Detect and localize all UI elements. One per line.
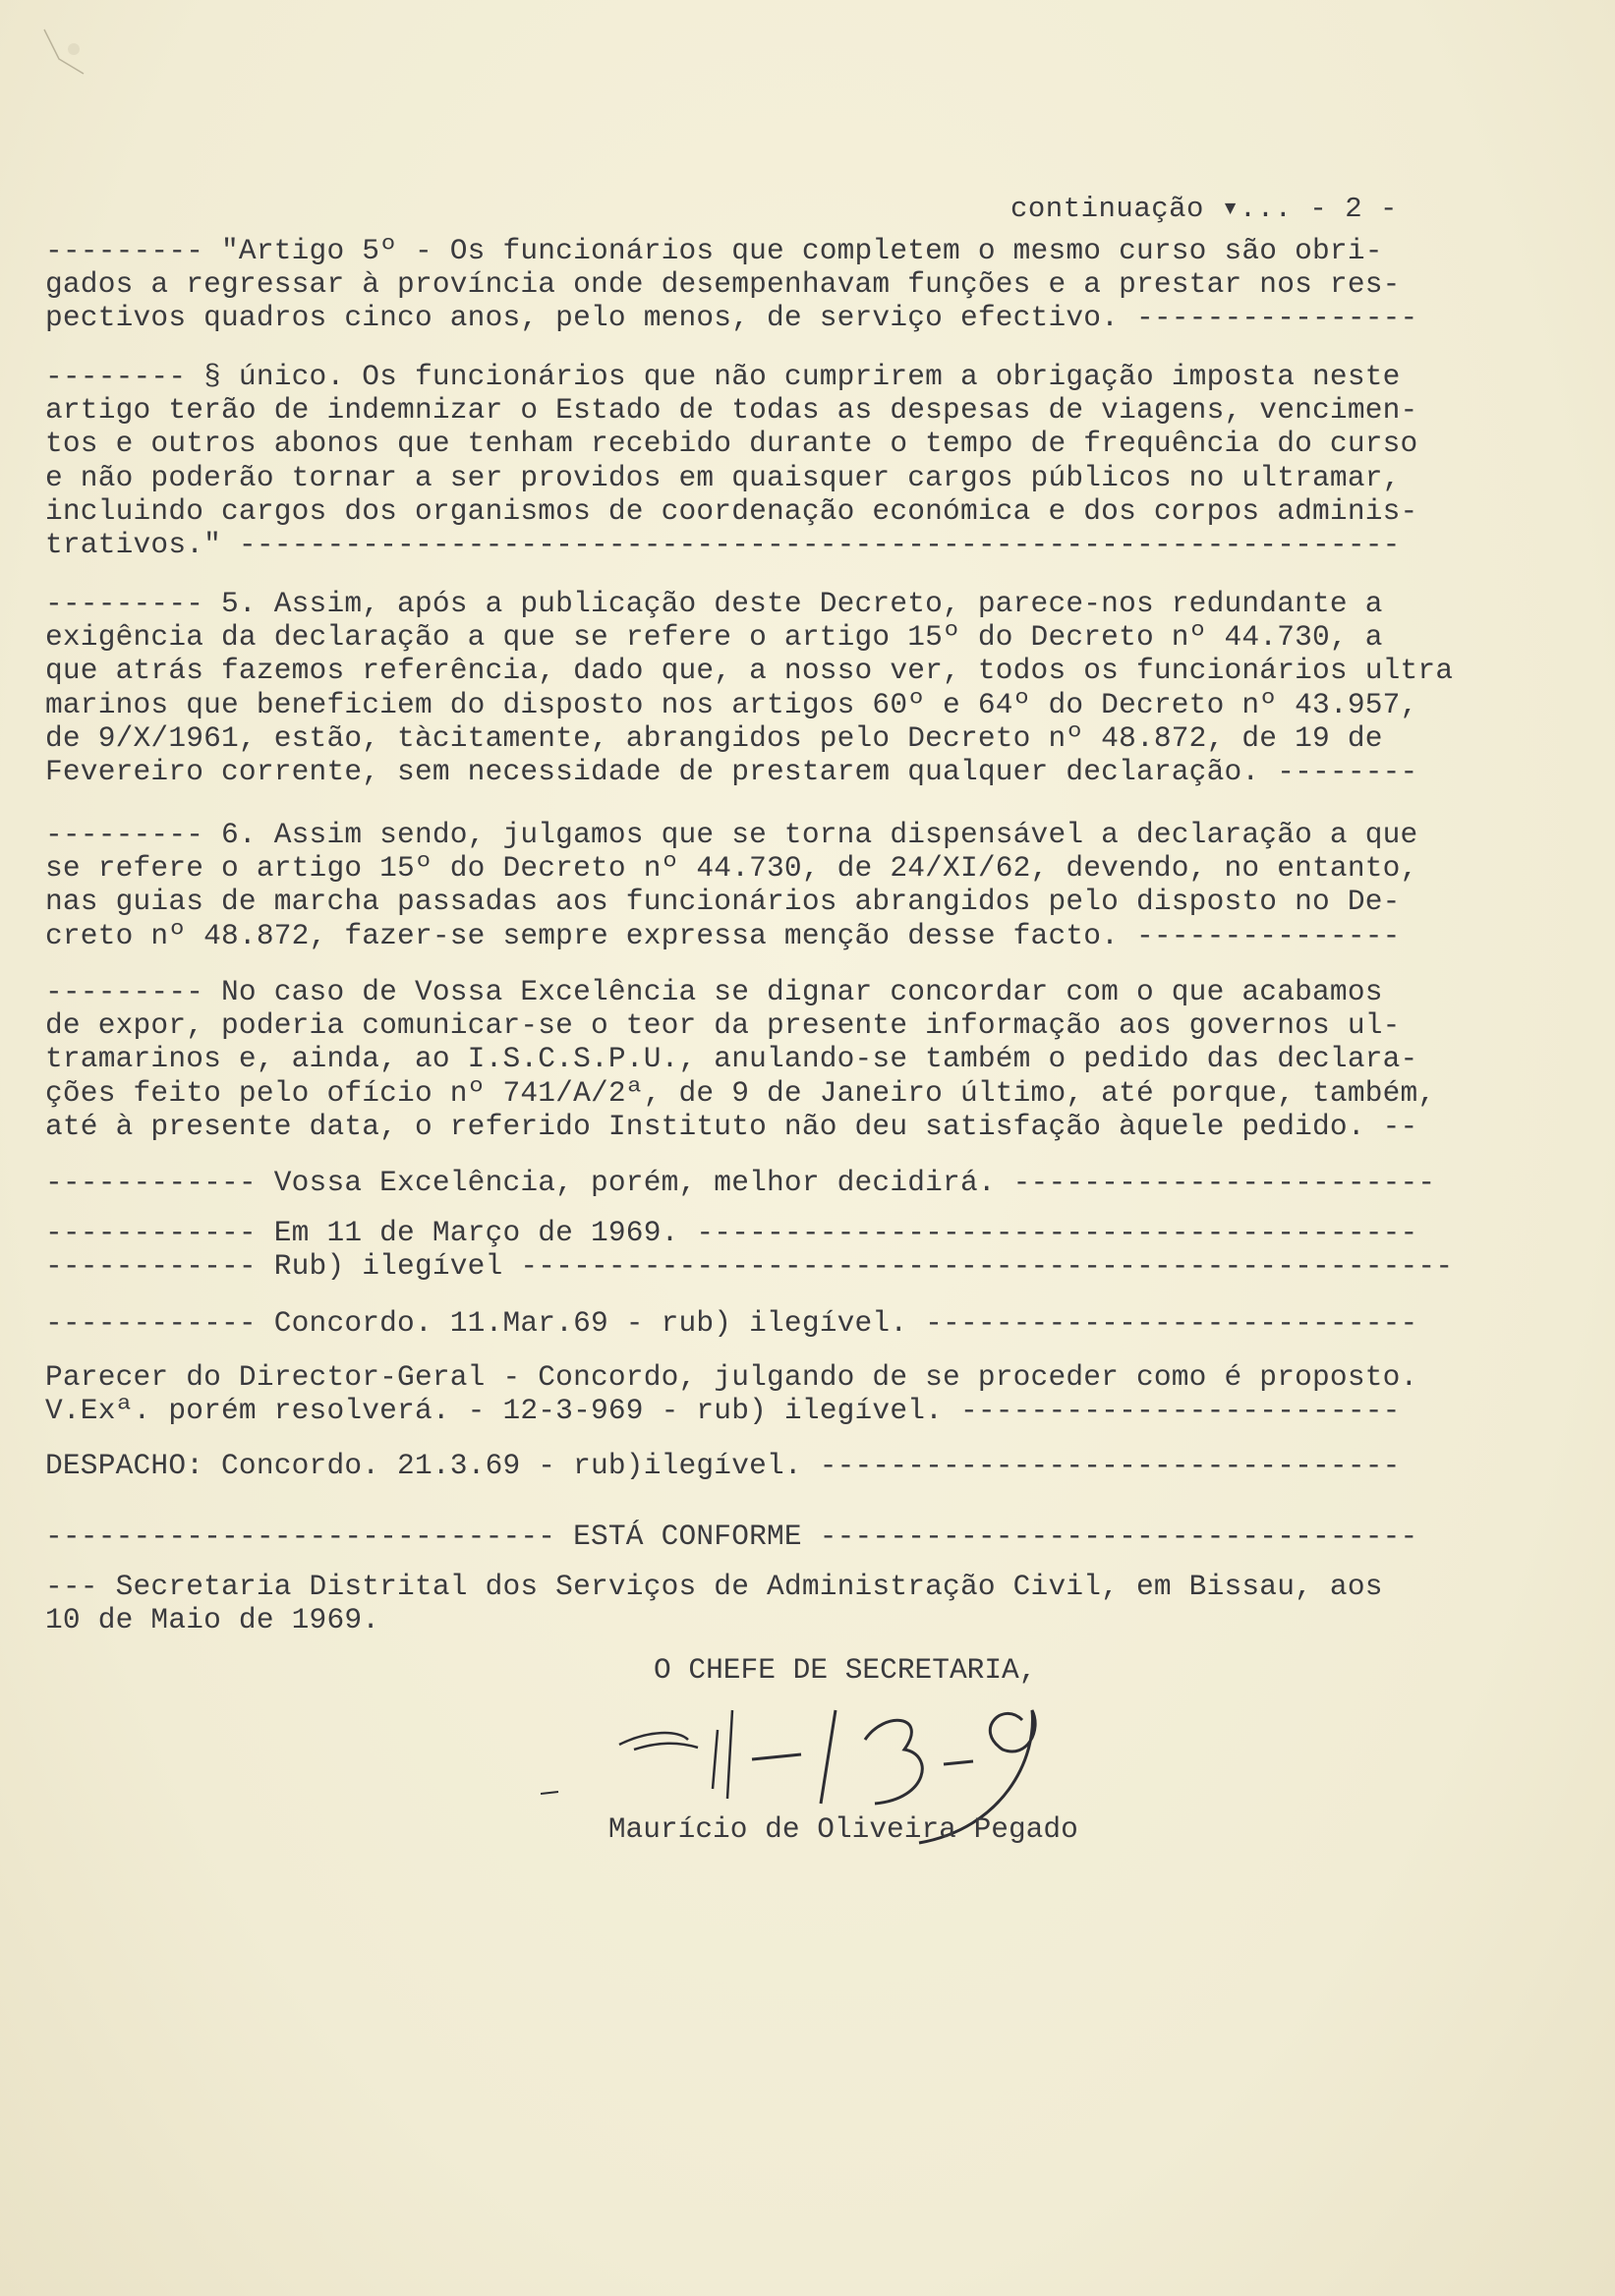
text-line: ções feito pelo ofício nº 741/A/2ª, de 9 de Janeiro último, até porque, também, bbox=[45, 1075, 1436, 1110]
text-line: ------------ Em 11 de Março de 1969. ----------------------------------------- bbox=[45, 1216, 1418, 1249]
text-line: Fevereiro corrente, sem necessidade de prestarem qualquer declaração. -------- bbox=[45, 755, 1418, 789]
text-line: ------------ Rub) ilegível ----------------------------------------------------- bbox=[45, 1249, 1454, 1284]
text-line: artigo terão de indemnizar o Estado de todas as despesas de viagens, vencimen- bbox=[45, 393, 1418, 428]
text-line: tos e outros abonos que tenham recebido durante o tempo de frequência do curso bbox=[45, 427, 1418, 461]
text-line: --------- "Artigo 5º - Os funcionários que completem o mesmo curso são obri- bbox=[45, 234, 1383, 267]
signatory-name-text: Maurício de Oliveira Pegado bbox=[607, 1812, 1078, 1846]
text-line: nas guias de marcha passadas aos funcionários abrangidos pelo disposto no De- bbox=[45, 885, 1401, 919]
text-line: até à presente data, o referido Instituto não deu satisfação àquele pedido. -- bbox=[45, 1109, 1418, 1143]
paragraph-8 bbox=[45, 1306, 1559, 1340]
paragraph-10 bbox=[45, 1449, 1559, 1482]
text-line: gados a regressar à província onde desempenhavam funções e a prestar nos res- bbox=[45, 267, 1401, 302]
paragraph-9 bbox=[45, 1360, 1559, 1427]
text-line: --------- 5. Assim, após a publicação deste Decreto, parece-nos redundante a bbox=[45, 587, 1383, 620]
text-line: se refere o artigo 15º do Decreto nº 44.730, de 24/XI/62, devendo, no entanto, bbox=[45, 851, 1418, 886]
paragraph-11 bbox=[45, 1520, 1559, 1553]
text-line: creto nº 48.872, fazer-se sempre expressa menção desse facto. --------------- bbox=[45, 918, 1401, 952]
paragraph-12 bbox=[45, 1570, 1559, 1636]
signatory-name bbox=[539, 1779, 1078, 1879]
text-line: 10 de Maio de 1969. bbox=[45, 1603, 380, 1637]
paragraph-7 bbox=[45, 1216, 1559, 1283]
paragraph-2 bbox=[45, 360, 1559, 561]
text-line: -------- § único. Os funcionários que não cumprirem a obrigação imposta neste bbox=[45, 360, 1401, 393]
continuation-header: continuação ▾... - 2 - bbox=[1010, 193, 1398, 225]
paragraph-6 bbox=[45, 1166, 1559, 1199]
text-line: exigência da declaração a que se refere o artigo 15º do Decreto nº 44.730, a bbox=[45, 620, 1383, 655]
text-line: e não poderão tornar a ser providos em quaisquer cargos públicos no ultramar, bbox=[45, 460, 1401, 494]
text-line: Parecer do Director-Geral - Concordo, julgando de se proceder como é proposto. bbox=[45, 1360, 1418, 1394]
corner-fold-mark bbox=[39, 20, 108, 79]
text-line: ----------------------------- ESTÁ CONFORME ---------------------------------- bbox=[45, 1520, 1418, 1553]
paragraph-3 bbox=[45, 587, 1559, 788]
text-line: --------- 6. Assim sendo, julgamos que se torna dispensável a declaração a que bbox=[45, 818, 1418, 851]
text-line: --------- No caso de Vossa Excelência se dignar concordar com o que acabamos bbox=[45, 975, 1383, 1008]
text-line: de 9/X/1961, estão, tàcitamente, abrangidos pelo Decreto nº 48.872, de 19 de bbox=[45, 720, 1383, 755]
text-line: que atrás fazemos referência, dado que, a nosso ver, todos os funcionários ultra bbox=[45, 654, 1454, 688]
text-line: de expor, poderia comunicar-se o teor da presente informação aos governos ul- bbox=[45, 1008, 1401, 1043]
text-line: V.Exª. porém resolverá. - 12-3-969 - rub) ilegível. ------------------------- bbox=[45, 1394, 1401, 1428]
paragraph-5 bbox=[45, 975, 1559, 1143]
paragraph-4 bbox=[45, 818, 1559, 952]
text-line: incluindo cargos dos organismos de coordenação económica e dos corpos adminis- bbox=[45, 493, 1418, 528]
text-line: trativos." ------------------------------------------------------------------ bbox=[45, 528, 1401, 562]
paragraph-1 bbox=[45, 234, 1559, 335]
text-line: DESPACHO: Concordo. 21.3.69 - rub)ilegível. --------------------------------- bbox=[45, 1449, 1401, 1482]
text-line: tramarinos e, ainda, ao I.S.C.S.P.U., anulando-se também o pedido das declara- bbox=[45, 1042, 1418, 1076]
text-line: marinos que beneficiem do disposto nos artigos 60º e 64º do Decreto nº 43.957, bbox=[45, 687, 1418, 721]
signature-title: O CHEFE DE SECRETARIA, bbox=[654, 1653, 1037, 1687]
text-line: pectivos quadros cinco anos, pelo menos, de serviço efectivo. ---------------- bbox=[45, 301, 1418, 335]
text-line: ------------ Vossa Excelência, porém, melhor decidirá. ------------------------ bbox=[45, 1166, 1436, 1199]
text-line: --- Secretaria Distrital dos Serviços de Administração Civil, em Bissau, aos bbox=[45, 1570, 1383, 1603]
text-line: ------------ Concordo. 11.Mar.69 - rub) ilegível. ---------------------------- bbox=[45, 1306, 1418, 1340]
